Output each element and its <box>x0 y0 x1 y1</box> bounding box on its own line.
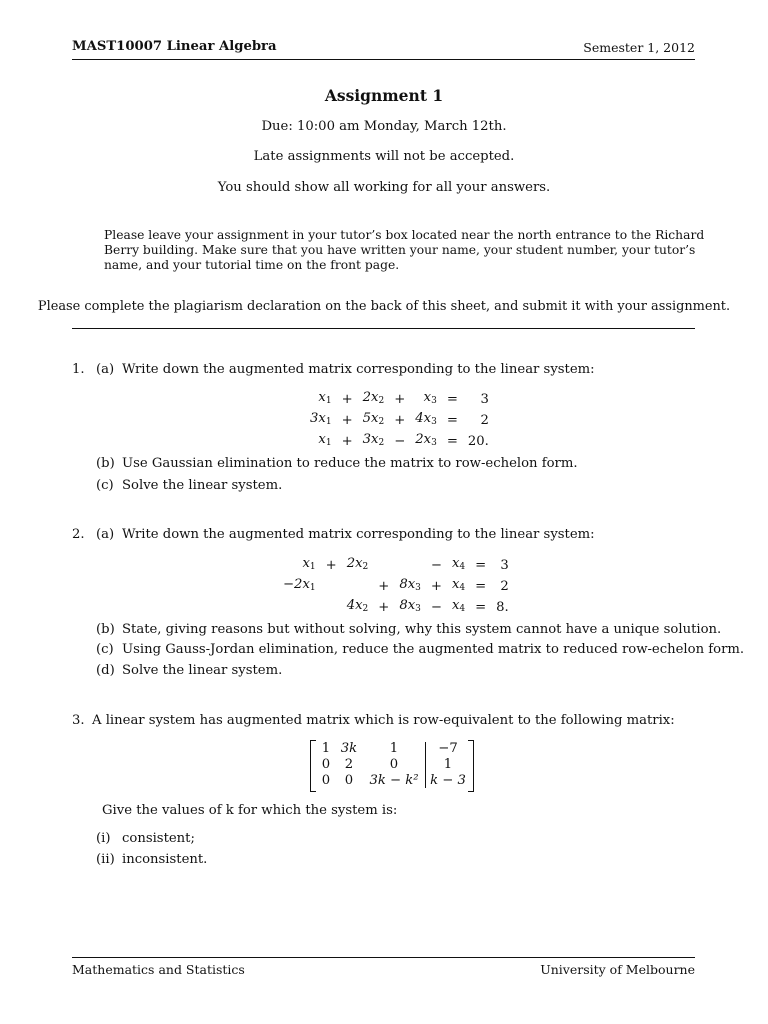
matrix-cell: 3k − k² <box>369 773 419 788</box>
q2c-text: Using Gauss-Jordan elimination, reduce the augmented matrix to reduced row-echelon form. <box>122 642 745 657</box>
q2a-text: Write down the augmented matrix corresponding to the linear system: <box>122 527 595 542</box>
matrix-right-bracket <box>468 740 474 792</box>
q2-linear-system: $x_1$ + $2x_2$ − $x_4$ = 3 $-2x_1$ + $8x_3$ + $x_4$ = 2 $4x_2$ + $8x_3$ − $x_4$ = 8. <box>283 556 509 615</box>
q1c-text: Solve the linear system. <box>122 478 283 493</box>
instructions-line-1: Please leave your assignment in your tutor’s box located near the north entrance to the Richard <box>104 228 705 242</box>
q1-number: 1. <box>72 362 85 377</box>
matrix-cell: 1 <box>443 757 453 772</box>
matrix-cell: 0 <box>321 757 331 772</box>
q1a-text: Write down the augmented matrix corresponding to the linear system: <box>122 362 595 377</box>
plagiarism-notice: Please complete the plagiarism declaration on the back of this sheet, and submit it with your assignment. <box>37 299 731 314</box>
q3i-text: consistent; <box>122 831 195 846</box>
q3-number: 3. <box>72 713 85 728</box>
header-rule <box>72 59 695 60</box>
q3ii-text: inconsistent. <box>122 852 208 867</box>
due-date: Due: 10:00 am Monday, March 12th. <box>261 119 507 134</box>
q3ii-label: (ii) <box>96 852 115 867</box>
q1-linear-system: $x_1$ + $2x_2$ + $x_3$ = 3 $3x_1$ + $5x_2$ + $4x_3$ = 2 $x_1$ + $3x_2$ − $2x_3$ = 20. <box>310 390 489 449</box>
instructions-line-2: Berry building. Make sure that you have written your name, your student number, your tutor’s <box>104 243 696 257</box>
assignment-title: Assignment 1 <box>324 86 444 105</box>
q2a-label: (a) <box>96 527 115 542</box>
matrix-cell: k − 3 <box>430 773 466 788</box>
q2b-text: State, giving reasons but without solving, why this system cannot have a unique solution. <box>122 622 722 637</box>
section-rule <box>72 328 695 329</box>
q2d-label: (d) <box>96 663 115 678</box>
q3-augmented-matrix <box>310 740 474 790</box>
augmented-divider <box>425 742 426 788</box>
semester-label: Semester 1, 2012 <box>583 40 695 55</box>
matrix-cell: 0 <box>344 773 354 788</box>
q2c-label: (c) <box>96 642 114 657</box>
footer-university: University of Melbourne <box>540 962 695 977</box>
q1a-label: (a) <box>96 362 115 377</box>
matrix-cell: 3k <box>340 741 358 756</box>
course-title: MAST10007 Linear Algebra <box>72 39 277 54</box>
q3i-label: (i) <box>96 831 111 846</box>
q2-number: 2. <box>72 527 85 542</box>
matrix-cell: 1 <box>389 741 399 756</box>
footer-rule <box>72 957 695 958</box>
q3-prompt: Give the values of k for which the system is: <box>102 803 398 818</box>
late-notice: Late assignments will not be accepted. <box>253 149 515 164</box>
q3-text: A linear system has augmented matrix which is row-equivalent to the following matrix: <box>92 713 675 728</box>
q1b-text: Use Gaussian elimination to reduce the matrix to row-echelon form. <box>122 456 578 471</box>
q2b-label: (b) <box>96 622 115 637</box>
q1c-label: (c) <box>96 478 114 493</box>
q1b-label: (b) <box>96 456 115 471</box>
matrix-cell: 2 <box>344 757 354 772</box>
matrix-cell: 0 <box>321 773 331 788</box>
q2d-text: Solve the linear system. <box>122 663 283 678</box>
instructions-line-3: name, and your tutorial time on the front page. <box>104 258 400 272</box>
matrix-cell: 0 <box>389 757 399 772</box>
matrix-cell: −7 <box>438 741 458 756</box>
matrix-cell: 1 <box>321 741 331 756</box>
footer-department: Mathematics and Statistics <box>72 962 245 977</box>
working-notice: You should show all working for all your answers. <box>217 180 551 195</box>
